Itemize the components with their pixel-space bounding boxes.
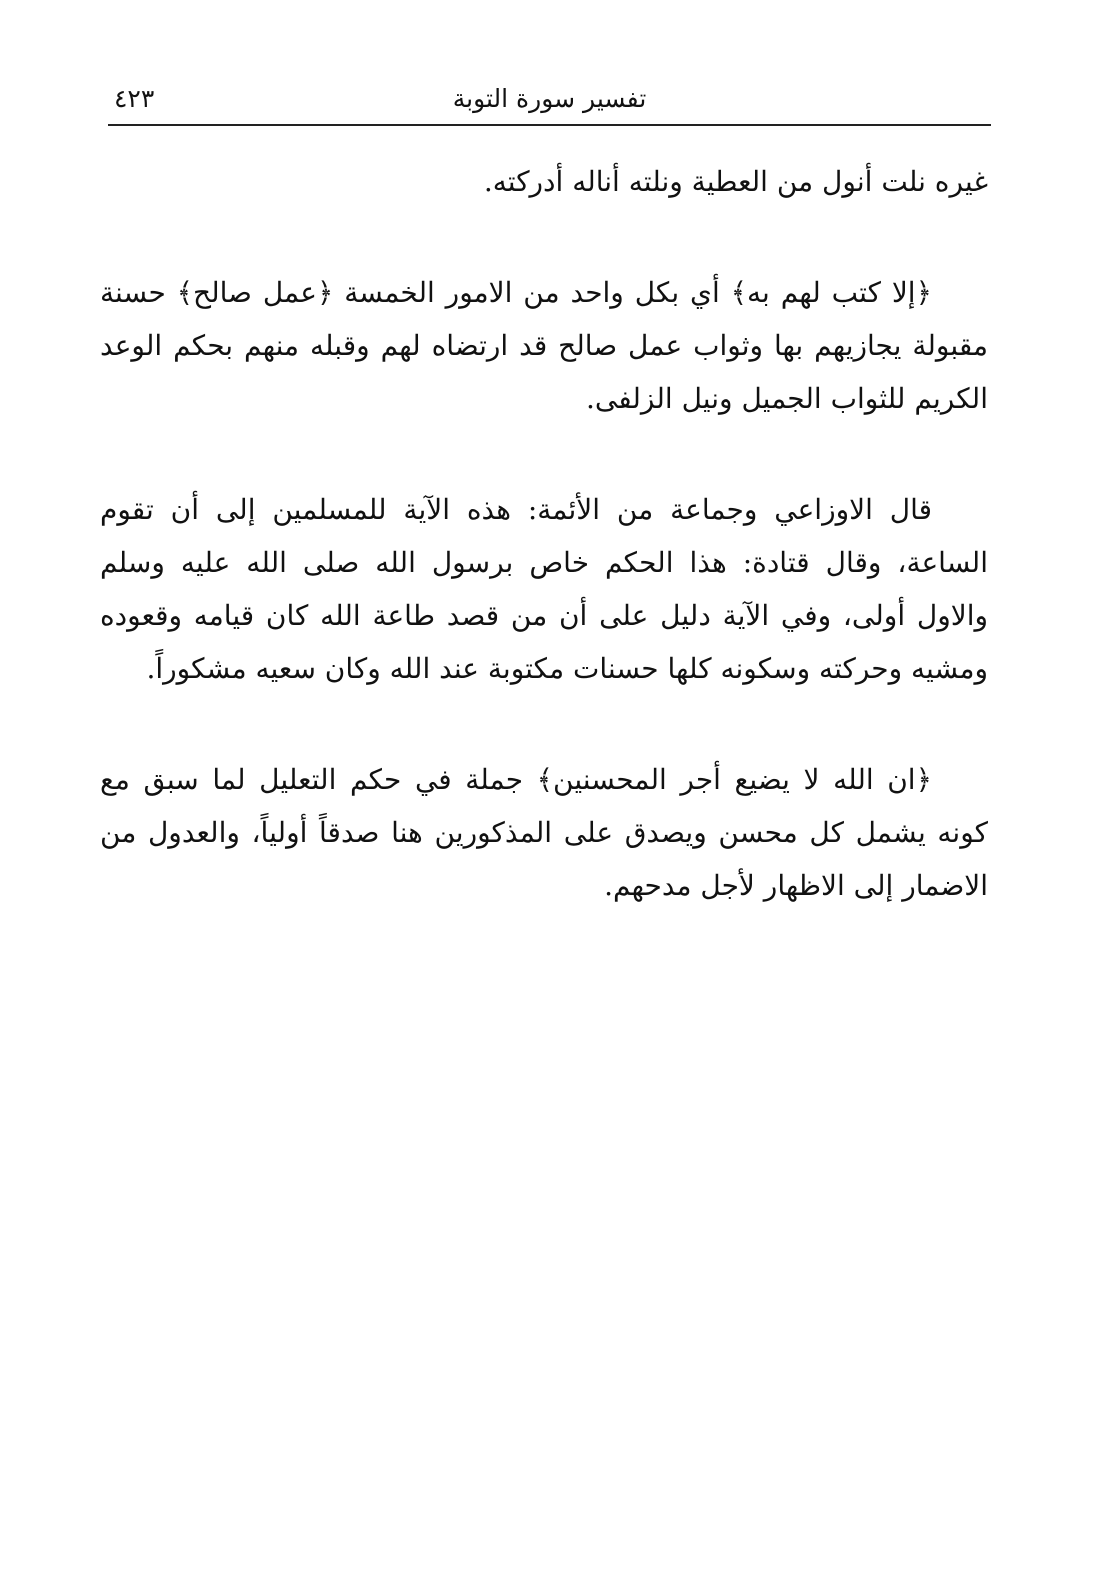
page-number: ٤٢٣ [114, 84, 155, 113]
running-header [108, 78, 991, 122]
header-divider [108, 124, 991, 126]
body-text [100, 155, 988, 912]
running-header-title: تفسير سورة التوبة [452, 84, 647, 113]
paragraph: ﴿ان الله لا يضيع أجر المحسنين﴾ جملة في حكم التعليل لما سبق مع كونه يشمل كل محسن ويصدق على المذكورين هنا صدقاً أولياً، والعدول من الاضمار إلى الاظهار لأجل مدحهم. [100, 763, 988, 902]
paragraph: ﴿إلا كتب لهم به﴾ أي بكل واحد من الامور الخمسة ﴿عمل صالح﴾ حسنة مقبولة يجازيهم بها وثواب عمل صالح قد ارتضاه لهم وقبله منهم بحكم الوعد الكريم للثواب الجميل ونيل الزلفى. [100, 276, 988, 415]
paragraph: قال الاوزاعي وجماعة من الأئمة: هذه الآية للمسلمين إلى أن تقوم الساعة، وقال قتادة: هذا الحكم خاص برسول الله صلى الله عليه وسلم والاول أولى، وفي الآية دليل على أن من قصد طاعة الله كان قيامه وقعوده ومشيه وحركته وسكونه كلها حسنات مكتوبة عند الله وكان سعيه مشكوراً. [100, 493, 988, 685]
paragraph-continuation: غيره نلت أنول من العطية ونلته أناله أدركته. [483, 165, 988, 198]
